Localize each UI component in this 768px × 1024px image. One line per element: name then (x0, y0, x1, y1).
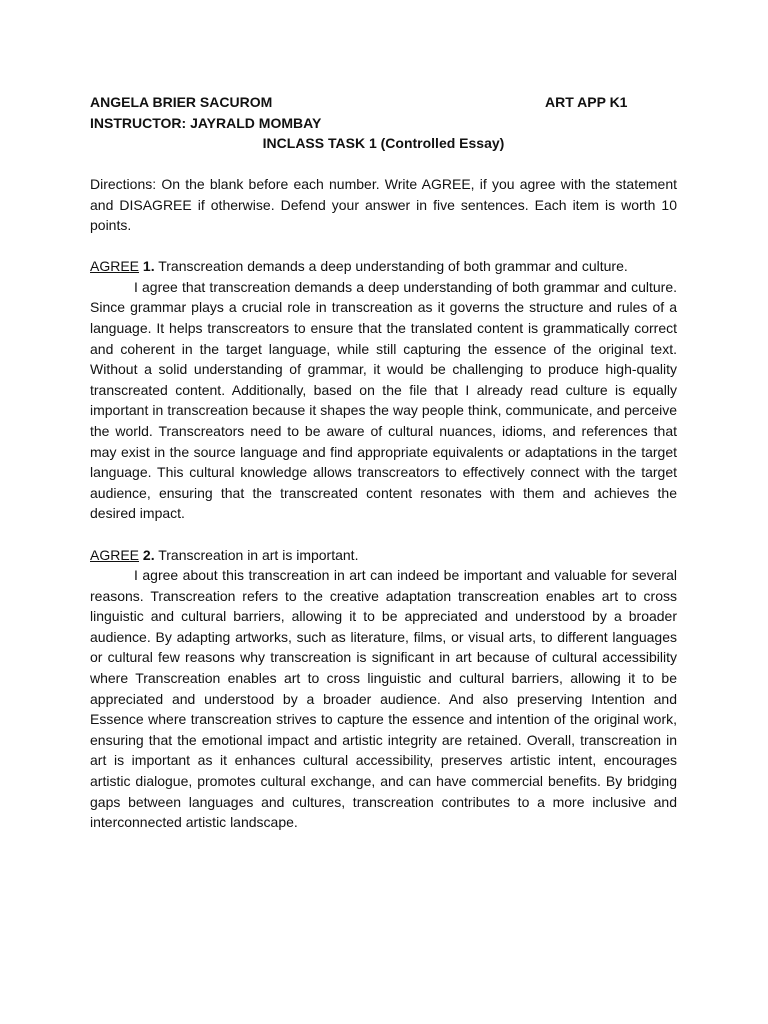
item-1-statement-line (90, 256, 677, 277)
item-2-response: I agree about this transcreation in art can indeed be important and valuable for several reasons. Transcreation refers to the creative adaptation transcreation enables art to cross linguistic and cultural barriers, allowing it to be appreciated and understood by a broader audience. By adapting artworks, such as literature, films, or visual arts, to different languages or cultural few reasons why transcreation is significant in art because of cultural accessibility where Transcreation enables art to cross linguistic and cultural barriers, allowing it to be appreciated and understood by a broader audience. And also preserving Intention and Essence where transcreation strives to capture the essence and intention of the original work, ensuring that the emotional impact and artistic integrity are retained. Overall, transcreation in art is important as it enhances cultural accessibility, preserves artistic intent, encourages artistic dialogue, promotes cultural exchange, and can have commercial benefits. By bridging gaps between languages and cultures, transcreation contributes to a more inclusive and interconnected artistic landscape. (90, 567, 677, 831)
course-code: ART APP K1 (545, 94, 628, 110)
spacer (90, 524, 677, 545)
item-1-response: I agree that transcreation demands a deep understanding of both grammar and culture. Since grammar plays a crucial role in transcreation as it governs the structure and rules of a language. It helps transcreators to ensure that the translated content is grammatically correct and coherent in the target language, while still capturing the essence of the original text. Without a solid understanding of grammar, it would be challenging to produce high-quality transcreated content. Additionally, based on the file that I already read culture is equally important in transcreation because it shapes the way people think, communicate, and perceive the world. Transcreators need to be aware of cultural nuances, idioms, and references that may exist in the source language and find appropriate equivalents or adaptations in the target language. This cultural knowledge allows transcreators to effectively connect with the target audience, ensuring that the transcreated content resonates with them and achieves the desired impact. (90, 278, 677, 522)
instructor-line (90, 113, 677, 134)
item-1-number: 1. (142, 258, 155, 275)
spacer (90, 154, 677, 175)
item-1-answer: AGREE (90, 258, 140, 275)
item-2-number: 2. (142, 546, 155, 563)
item-2 (90, 545, 677, 833)
document-page (90, 92, 677, 833)
task-title: INCLASS TASK 1 (Controlled Essay) (262, 135, 505, 151)
instructor-name: INSTRUCTOR: JAYRALD MOMBAY (90, 114, 322, 131)
directions-paragraph: Directions: On the blank before each number. Write AGREE, if you agree with the statement and DISAGREE if otherwise. Defend your answer in five sentences. Each item is worth 10 points. (90, 176, 677, 234)
header-line-1 (90, 92, 677, 113)
spacer (90, 236, 677, 257)
item-2-statement-line (90, 545, 677, 566)
item-1 (90, 256, 677, 524)
item-2-statement: Transcreation in art is important. (154, 546, 359, 563)
item-1-statement: Transcreation demands a deep understanding of both grammar and culture. (154, 258, 628, 275)
student-name: ANGELA BRIER SACUROM (90, 94, 273, 110)
item-2-answer: AGREE (90, 546, 140, 563)
